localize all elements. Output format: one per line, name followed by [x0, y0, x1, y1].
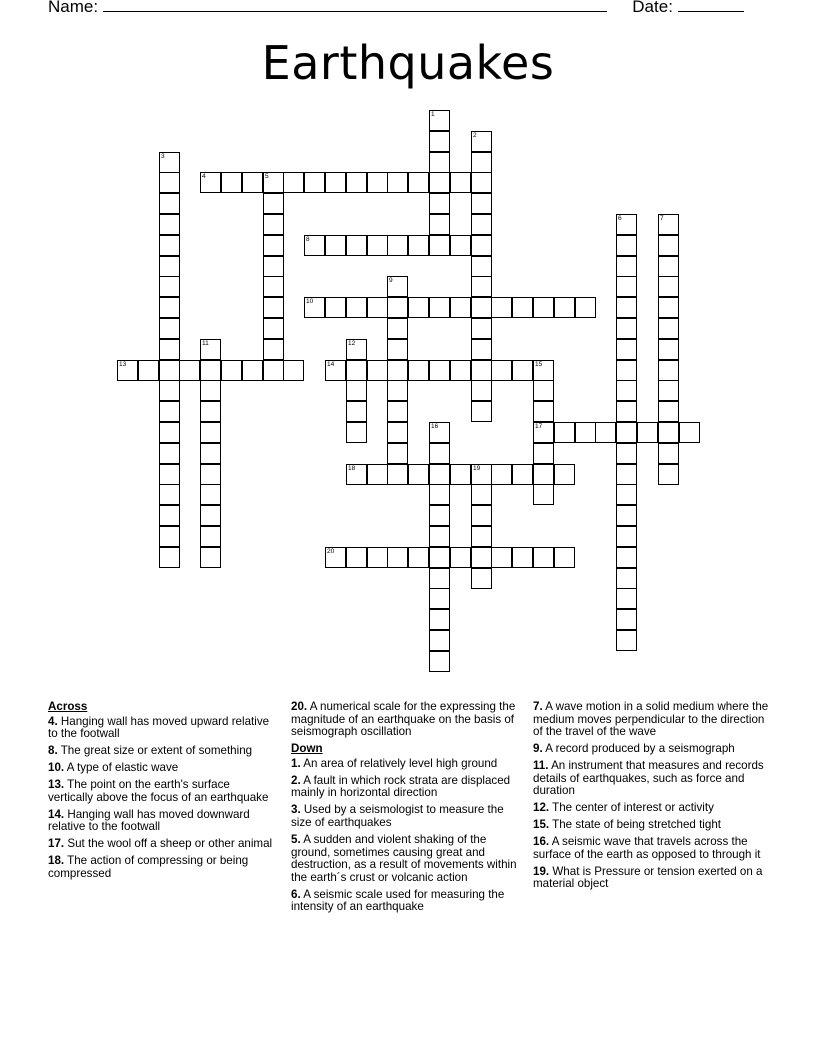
grid-cell[interactable] [429, 547, 450, 568]
grid-cell[interactable] [304, 172, 325, 193]
grid-cell[interactable] [658, 464, 679, 485]
grid-cell[interactable] [346, 172, 367, 193]
grid-cell[interactable] [450, 547, 471, 568]
clue-down-16: 16. A seismic wave that travels across the surface of the earth as opposed to through it [533, 835, 761, 861]
clues-column-1 [48, 701, 276, 885]
grid-cell[interactable] [263, 276, 284, 297]
grid-cell[interactable] [471, 380, 492, 401]
clue-number: 6 [618, 215, 622, 222]
clue-across-4: 4. Hanging wall has moved upward relative to the footwall [48, 714, 270, 741]
grid-cell[interactable] [429, 630, 450, 651]
grid-cell[interactable] [367, 297, 388, 318]
grid-cell[interactable] [450, 464, 471, 485]
grid-cell[interactable] [346, 401, 367, 422]
grid-cell[interactable] [658, 276, 679, 297]
grid-cell[interactable] [200, 505, 221, 526]
clue-number: 8 [306, 236, 310, 243]
clues-column-3 [533, 701, 769, 895]
grid-cell[interactable] [179, 360, 200, 381]
clue-across-14: 14. Hanging wall has moved downward relative to the footwall [48, 807, 250, 834]
grid-cell[interactable] [658, 318, 679, 339]
grid-cell[interactable] [575, 297, 596, 318]
date-label: Date: [632, 0, 673, 16]
grid-cell[interactable] [512, 547, 533, 568]
grid-cell[interactable] [429, 609, 450, 630]
grid-cell[interactable] [159, 339, 180, 360]
grid-cell[interactable] [200, 401, 221, 422]
grid-cell[interactable] [616, 630, 637, 651]
grid-cell[interactable] [429, 568, 450, 589]
grid-cell[interactable] [387, 547, 408, 568]
grid-cell[interactable] [616, 505, 637, 526]
grid-cell[interactable] [471, 193, 492, 214]
grid-cell[interactable] [283, 360, 304, 381]
grid-cell[interactable] [450, 297, 471, 318]
grid-cell[interactable] [200, 547, 221, 568]
grid-cell[interactable] [408, 464, 429, 485]
grid-cell[interactable] [471, 318, 492, 339]
grid-cell[interactable] [554, 422, 575, 443]
grid-cell[interactable] [533, 464, 554, 485]
grid-cell[interactable] [325, 235, 346, 256]
grid-cell[interactable] [346, 380, 367, 401]
grid-cell[interactable] [658, 256, 679, 277]
grid-cell[interactable] [221, 172, 242, 193]
grid-cell[interactable] [367, 547, 388, 568]
grid-cell[interactable] [471, 568, 492, 589]
grid-cell[interactable] [450, 360, 471, 381]
clue-number: 2 [473, 132, 477, 139]
grid-cell[interactable] [263, 339, 284, 360]
clue-number: 12 [348, 340, 356, 347]
grid-cell[interactable] [346, 297, 367, 318]
grid-cell[interactable] [554, 547, 575, 568]
grid-cell[interactable] [429, 152, 450, 173]
grid-cell[interactable] [159, 380, 180, 401]
clue-down-3: 3. Used by a seismologist to measure the size of earthquakes [291, 803, 504, 829]
clue-across-17: 17. Sut the wool off a sheep or other animal [48, 837, 273, 851]
grid-cell[interactable] [387, 297, 408, 318]
grid-cell[interactable] [387, 443, 408, 464]
grid-cell[interactable] [471, 214, 492, 235]
grid-cell[interactable] [159, 360, 180, 381]
grid-cell[interactable] [367, 172, 388, 193]
grid-cell[interactable] [408, 172, 429, 193]
grid-cell[interactable] [471, 339, 492, 360]
grid-cell[interactable] [159, 276, 180, 297]
clue-number: 1 [431, 111, 435, 118]
grid-cell[interactable] [533, 297, 554, 318]
grid-cell[interactable] [616, 235, 637, 256]
grid-cell[interactable] [263, 214, 284, 235]
grid-cell[interactable] [159, 235, 180, 256]
grid-cell[interactable] [159, 547, 180, 568]
grid-cell[interactable] [200, 422, 221, 443]
grid-cell[interactable] [429, 235, 450, 256]
grid-cell[interactable] [221, 360, 242, 381]
clue-number: 7 [660, 215, 664, 222]
clue-number: 11 [202, 340, 209, 347]
grid-cell[interactable] [658, 422, 679, 443]
grid-cell[interactable] [429, 651, 450, 672]
grid-cell[interactable] [367, 235, 388, 256]
clue-number: 9 [389, 277, 393, 284]
grid-cell[interactable] [429, 443, 450, 464]
grid-cell[interactable] [346, 360, 367, 381]
clue-down-2: 2. A fault in which rock strata are displaced mainly in horizontal direction [291, 773, 511, 800]
grid-cell[interactable] [242, 172, 263, 193]
grid-cell[interactable] [159, 193, 180, 214]
clue-number: 13 [119, 361, 127, 368]
grid-cell[interactable] [471, 547, 492, 568]
page-title: Earthquakes [261, 36, 555, 90]
clue-down-9: 9. A record produced by a seismograph [533, 742, 735, 756]
grid-cell[interactable] [471, 401, 492, 422]
grid-cell[interactable] [554, 464, 575, 485]
grid-cell[interactable] [637, 422, 658, 443]
grid-cell[interactable] [429, 297, 450, 318]
grid-cell[interactable] [346, 547, 367, 568]
clue-across-18: 18. The action of compressing or being compressed [48, 854, 249, 880]
grid-cell[interactable] [387, 401, 408, 422]
clue-down-5: 5. A sudden and violent shaking of the ground, sometimes causing great and destruction, as a result of movements within the earth´s crust or volcanic action [291, 832, 517, 884]
grid-cell[interactable] [159, 214, 180, 235]
grid-cell[interactable] [616, 609, 637, 630]
grid-cell[interactable] [159, 297, 180, 318]
grid-cell[interactable] [200, 526, 221, 547]
grid-cell[interactable] [450, 235, 471, 256]
grid-cell[interactable] [429, 131, 450, 152]
grid-cell[interactable] [387, 339, 408, 360]
grid-cell[interactable] [325, 172, 346, 193]
grid-cell[interactable] [429, 360, 450, 381]
grid-cell[interactable] [429, 464, 450, 485]
grid-cell[interactable] [325, 297, 346, 318]
grid-cell[interactable] [429, 588, 450, 609]
grid-cell[interactable] [408, 235, 429, 256]
grid-cell[interactable] [616, 360, 637, 381]
grid-cell[interactable] [616, 339, 637, 360]
grid-cell[interactable] [616, 568, 637, 589]
grid-cell[interactable] [616, 276, 637, 297]
clue-down-6: 6. A seismic scale used for measuring the intensity of an earthquake [291, 887, 505, 914]
grid-cell[interactable] [616, 443, 637, 464]
grid-cell[interactable] [429, 505, 450, 526]
grid-cell[interactable] [159, 526, 180, 547]
grid-cell[interactable] [159, 505, 180, 526]
grid-cell[interactable] [658, 360, 679, 381]
grid-cell[interactable] [658, 443, 679, 464]
grid-cell[interactable] [367, 360, 388, 381]
clue-number: 18 [348, 465, 356, 472]
grid-cell[interactable] [429, 172, 450, 193]
grid-cell[interactable] [491, 297, 512, 318]
grid-cell[interactable] [658, 235, 679, 256]
grid-cell[interactable] [471, 235, 492, 256]
grid-cell[interactable] [263, 297, 284, 318]
grid-cell[interactable] [575, 422, 596, 443]
grid-cell[interactable] [159, 401, 180, 422]
clue-number: 20 [327, 548, 335, 555]
grid-cell[interactable] [658, 401, 679, 422]
clues-column-2 [291, 701, 527, 918]
grid-cell[interactable] [533, 484, 554, 505]
name-label: Name: [48, 0, 99, 16]
grid-cell[interactable] [387, 318, 408, 339]
grid-cell[interactable] [159, 422, 180, 443]
grid-cell[interactable] [159, 464, 180, 485]
grid-cell[interactable] [471, 360, 492, 381]
grid-cell[interactable] [533, 401, 554, 422]
grid-cell[interactable] [471, 484, 492, 505]
across-heading: Across [48, 700, 88, 713]
grid-cell[interactable] [471, 505, 492, 526]
clue-number: 19 [473, 465, 481, 472]
grid-cell[interactable] [200, 464, 221, 485]
grid-cell[interactable] [200, 443, 221, 464]
grid-cell[interactable] [512, 297, 533, 318]
grid-cell[interactable] [512, 464, 533, 485]
grid-cell[interactable] [616, 588, 637, 609]
grid-cell[interactable] [658, 380, 679, 401]
grid-cell[interactable] [471, 526, 492, 547]
grid-cell[interactable] [387, 380, 408, 401]
clue-number: 16 [431, 423, 439, 430]
grid-cell[interactable] [616, 380, 637, 401]
grid-cell[interactable] [471, 256, 492, 277]
grid-cell[interactable] [658, 339, 679, 360]
clue-across-10: 10. A type of elastic wave [48, 761, 179, 775]
clue-across-20: 20. A numerical scale for the expressing the magnitude of an earthquake on the basis of seismograph oscillation [291, 700, 516, 739]
grid-cell[interactable] [429, 484, 450, 505]
grid-cell[interactable] [616, 318, 637, 339]
clue-down-11: 11. An instrument that measures and records details of earthquakes, such as force and duration [533, 759, 764, 798]
clue-down-12: 12. The center of interest or activity [533, 801, 714, 815]
grid-cell[interactable] [429, 214, 450, 235]
grid-cell[interactable] [616, 547, 637, 568]
grid-cell[interactable] [595, 422, 616, 443]
grid-cell[interactable] [616, 526, 637, 547]
grid-cell[interactable] [450, 172, 471, 193]
grid-cell[interactable] [533, 443, 554, 464]
grid-cell[interactable] [159, 172, 180, 193]
grid-cell[interactable] [491, 547, 512, 568]
grid-cell[interactable] [387, 235, 408, 256]
grid-cell[interactable] [200, 484, 221, 505]
clue-number: 10 [306, 298, 314, 305]
grid-cell[interactable] [387, 464, 408, 485]
grid-cell[interactable] [346, 422, 367, 443]
clue-down-7: 7. A wave motion in a solid medium where the medium moves perpendicular to the direction of the travel of the wave [533, 700, 769, 739]
grid-cell[interactable] [533, 547, 554, 568]
clue-number: 4 [202, 173, 206, 180]
grid-cell[interactable] [554, 297, 575, 318]
grid-cell[interactable] [512, 360, 533, 381]
clue-number: 3 [161, 153, 165, 160]
grid-cell[interactable] [491, 360, 512, 381]
grid-cell[interactable] [159, 256, 180, 277]
grid-cell[interactable] [387, 422, 408, 443]
grid-cell[interactable] [159, 443, 180, 464]
grid-cell[interactable] [200, 360, 221, 381]
grid-cell[interactable] [533, 380, 554, 401]
grid-cell[interactable] [159, 318, 180, 339]
grid-cell[interactable] [159, 484, 180, 505]
grid-cell[interactable] [263, 193, 284, 214]
grid-cell[interactable] [491, 464, 512, 485]
clue-number: 17 [535, 423, 543, 430]
grid-cell[interactable] [658, 297, 679, 318]
clue-number: 15 [535, 361, 543, 368]
grid-cell[interactable] [471, 172, 492, 193]
down-heading: Down [291, 742, 323, 756]
grid-cell[interactable] [616, 464, 637, 485]
grid-cell[interactable] [138, 360, 159, 381]
grid-cell[interactable] [616, 484, 637, 505]
grid-cell[interactable] [408, 547, 429, 568]
grid-cell[interactable] [429, 526, 450, 547]
grid-cell[interactable] [616, 297, 637, 318]
grid-cell[interactable] [429, 193, 450, 214]
grid-cell[interactable] [387, 172, 408, 193]
grid-cell[interactable] [346, 235, 367, 256]
grid-cell[interactable] [263, 318, 284, 339]
grid-cell[interactable] [408, 297, 429, 318]
clue-down-19: 19. What is Pressure or tension exerted on a material object [533, 864, 763, 891]
clue-down-15: 15. The state of being stretched tight [533, 818, 721, 832]
grid-cell[interactable] [679, 422, 700, 443]
clue-across-8: 8. The great size or extent of something [48, 744, 253, 758]
grid-cell[interactable] [616, 256, 637, 277]
grid-cell[interactable] [283, 172, 304, 193]
clue-across-13: 13. The point on the earth's surface vertically above the focus of an earthquake [48, 778, 269, 804]
clue-number: 5 [265, 173, 269, 180]
grid-cell[interactable] [471, 152, 492, 173]
clue-down-1: 1. An area of relatively level high ground [291, 756, 498, 770]
grid-cell[interactable] [263, 235, 284, 256]
grid-cell[interactable] [471, 276, 492, 297]
grid-cell[interactable] [242, 360, 263, 381]
grid-cell[interactable] [387, 360, 408, 381]
clue-number: 14 [327, 361, 335, 368]
grid-cell[interactable] [616, 422, 637, 443]
grid-cell[interactable] [263, 360, 284, 381]
grid-cell[interactable] [367, 464, 388, 485]
grid-cell[interactable] [200, 380, 221, 401]
grid-cell[interactable] [616, 401, 637, 422]
grid-cell[interactable] [408, 360, 429, 381]
grid-cell[interactable] [263, 256, 284, 277]
grid-cell[interactable] [471, 297, 492, 318]
